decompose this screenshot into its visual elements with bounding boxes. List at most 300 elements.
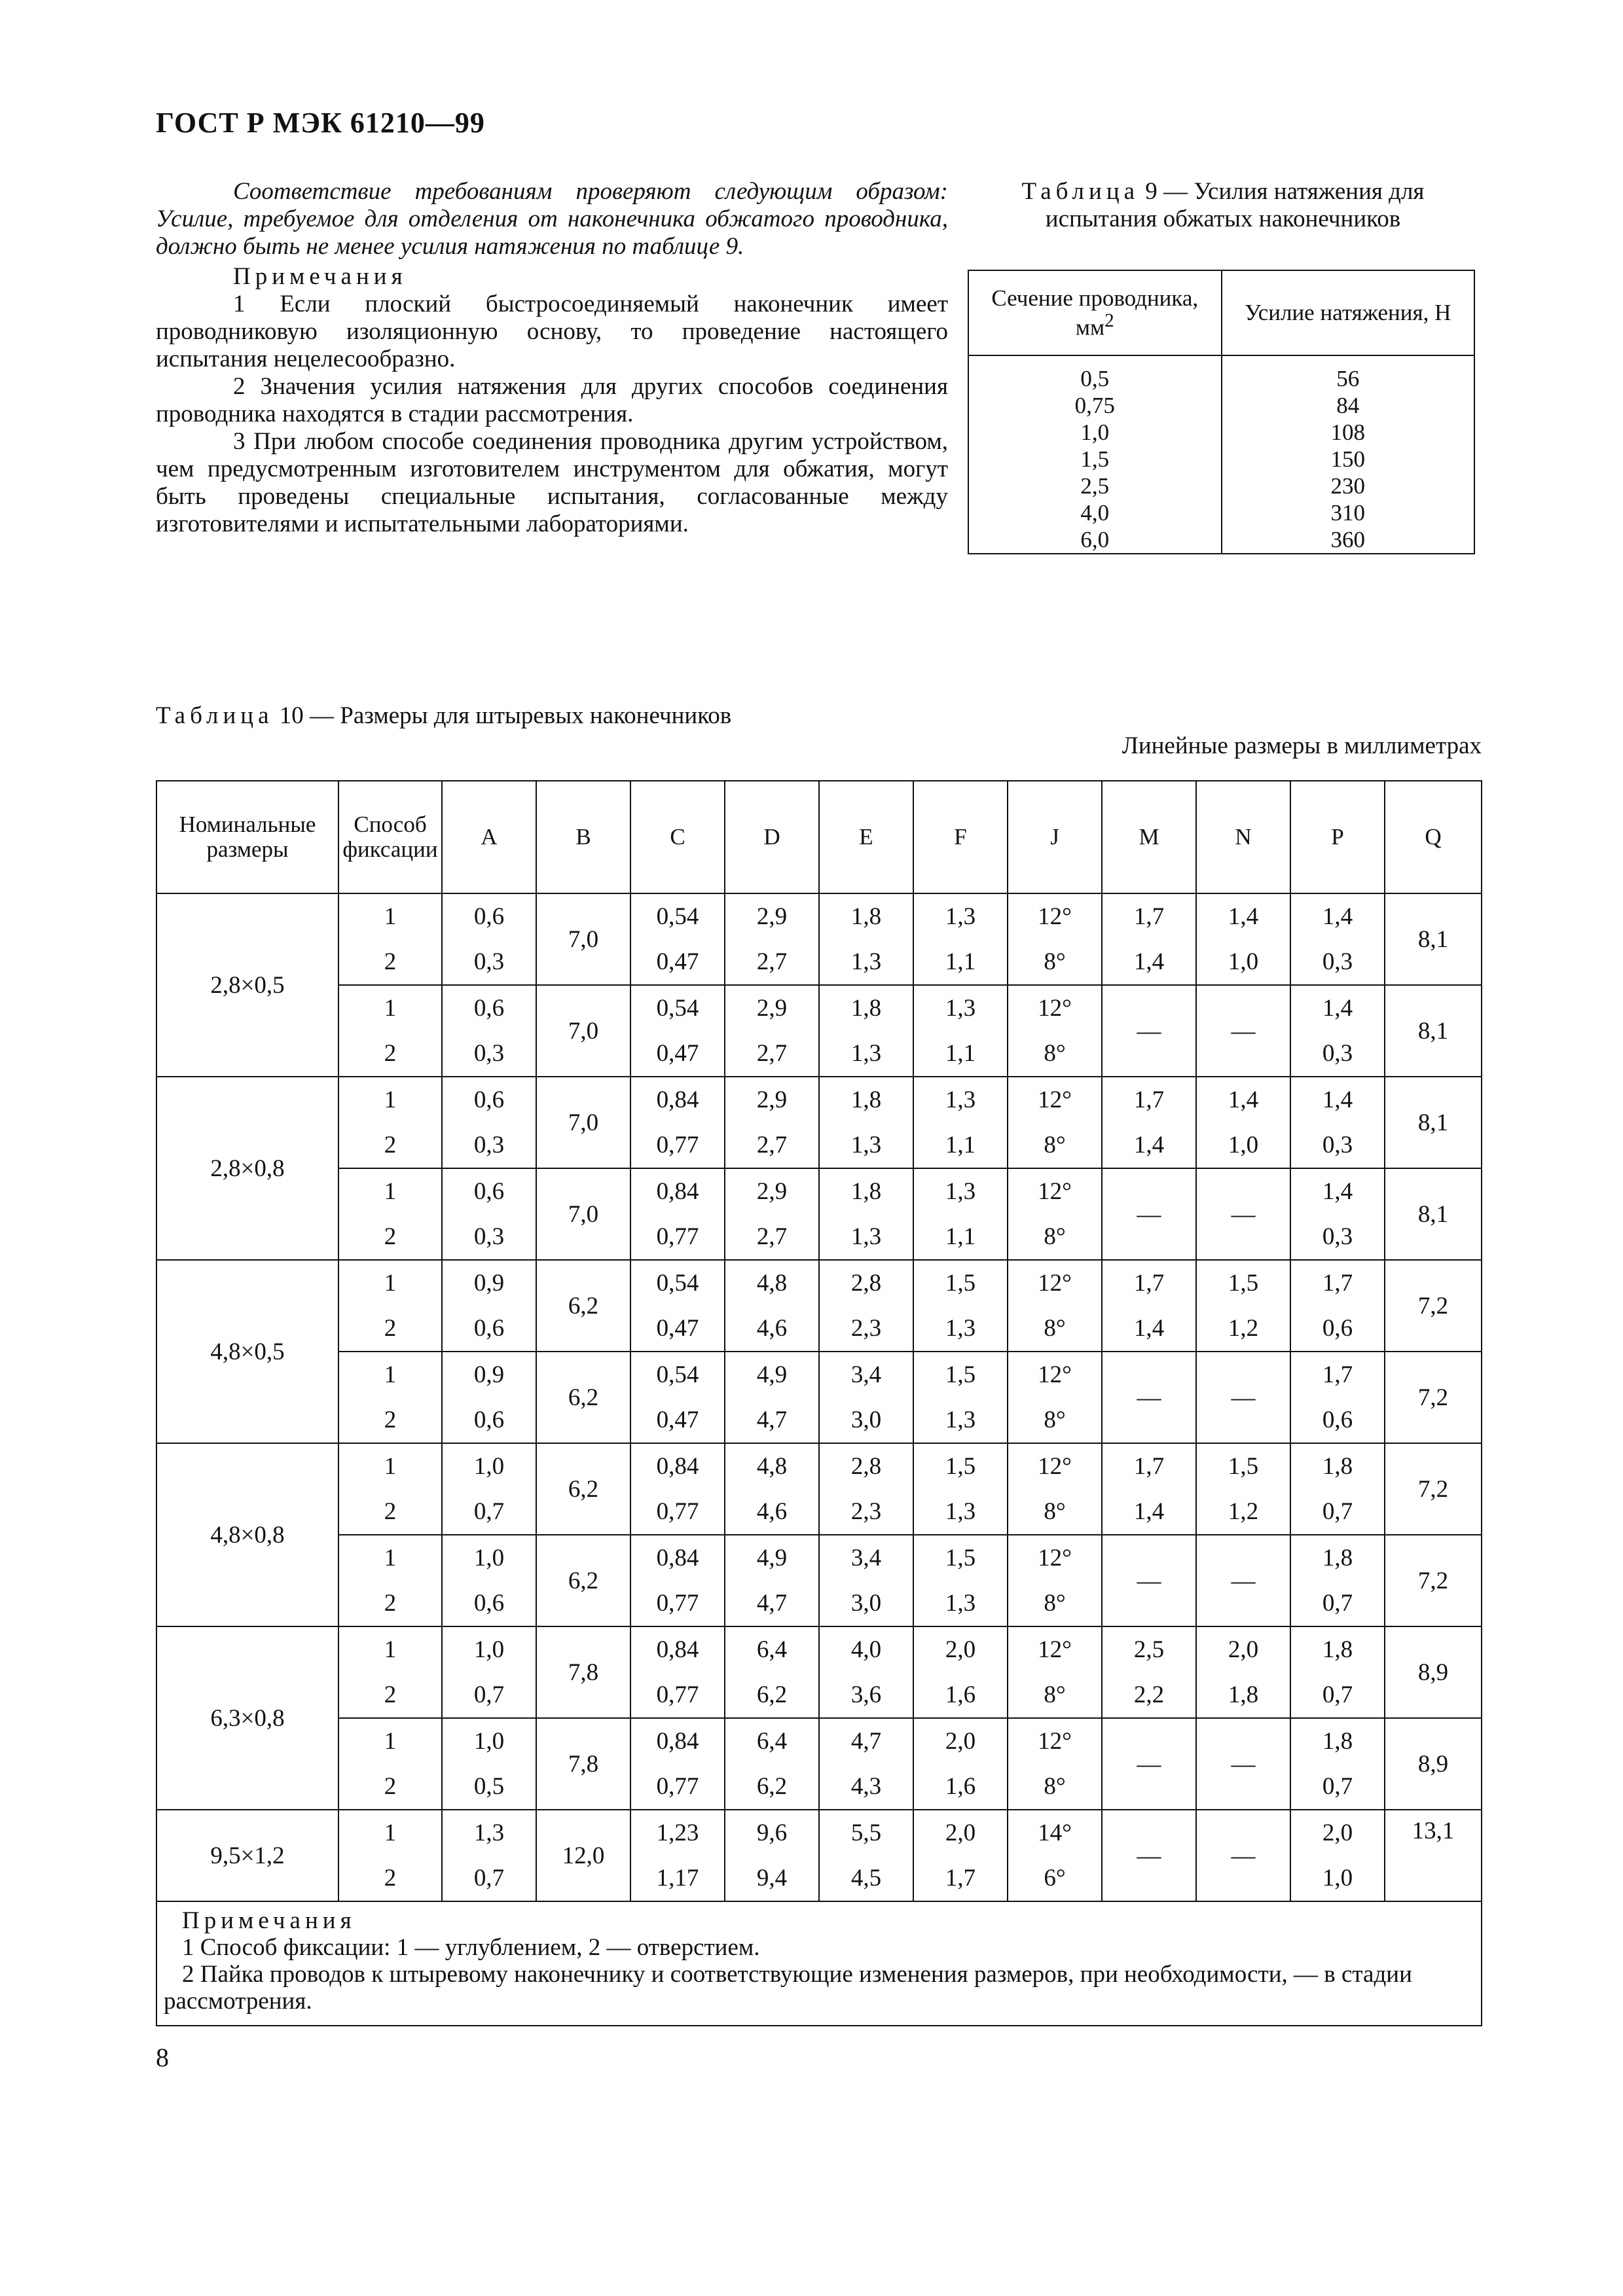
table10-caption: Таблица 10 — Размеры для штыревых наконечников (156, 702, 732, 729)
table-cell: 2,8 (819, 1260, 913, 1306)
table-cell: 4,6 (725, 1306, 819, 1352)
table-cell: 1 (338, 1352, 442, 1397)
table-cell: 1,5 (1196, 1260, 1290, 1306)
table-cell: 1 (338, 1626, 442, 1672)
note-1: 1 Если плоский быстросоединяемый наконечник имеет проводниковую изоляционную основу, то проведение настоящего испытания нецелесообразно. (156, 291, 948, 372)
table-cell: 0,84 (630, 1077, 725, 1122)
table-row (156, 1626, 1482, 1672)
table-cell: 1,1 (913, 1214, 1008, 1260)
table-cell: 1,2 (1196, 1489, 1290, 1535)
table-cell: 1,3 (913, 1581, 1008, 1626)
table-cell: 1,7 (1290, 1260, 1385, 1306)
table-cell: 1,8 (819, 893, 913, 939)
table-cell: 1,3 (819, 1214, 913, 1260)
dimension-b-cell: 7,8 (536, 1718, 630, 1810)
table-cell: 8° (1008, 939, 1102, 985)
left-column (156, 178, 948, 538)
table-cell: 9,4 (725, 1856, 819, 1901)
table-cell: 1,17 (630, 1856, 725, 1901)
table9-header-force: Усилие натяжения, Н (1222, 270, 1475, 355)
column-header: M (1102, 781, 1196, 893)
table-cell: 0,3 (1290, 1122, 1385, 1168)
dimension-n-cell: — (1196, 1718, 1290, 1810)
table-cell: 1 (338, 1260, 442, 1306)
table-cell: 0,6 (1290, 1306, 1385, 1352)
dimension-q-cell: 8,9 (1385, 1718, 1482, 1810)
dimension-m-cell: — (1102, 985, 1196, 1077)
table-cell: 2,0 (913, 1626, 1008, 1672)
table9-cell: 0,5 (1080, 366, 1110, 391)
dimension-b-cell: 7,0 (536, 1168, 630, 1260)
table-cell: 4,7 (725, 1397, 819, 1443)
column-header: Q (1385, 781, 1482, 893)
table-cell: 1,0 (1196, 1122, 1290, 1168)
dimension-q-cell: 8,1 (1385, 893, 1482, 985)
table9-forces (1222, 355, 1475, 554)
table-cell: 0,77 (630, 1122, 725, 1168)
table-cell: 1,4 (1102, 939, 1196, 985)
table-cell: 1,4 (1196, 1077, 1290, 1122)
table-cell: 1,3 (913, 893, 1008, 939)
table-cell: 1 (338, 1443, 442, 1489)
table-cell: 0,7 (1290, 1764, 1385, 1810)
table-cell: 2 (338, 1764, 442, 1810)
dimension-n-cell: — (1196, 1352, 1290, 1443)
table-cell: 4,3 (819, 1764, 913, 1810)
table-cell: 0,54 (630, 1260, 725, 1306)
table-cell: 2,7 (725, 1031, 819, 1077)
table-cell: 2,9 (725, 1077, 819, 1122)
table-cell: 2 (338, 1031, 442, 1077)
table-cell: 1,0 (442, 1535, 536, 1581)
table-cell: 0,84 (630, 1718, 725, 1764)
table-cell: 2,9 (725, 893, 819, 939)
table-cell: 12° (1008, 1626, 1102, 1672)
table-cell: 1,3 (913, 1077, 1008, 1122)
table-cell: 2 (338, 1672, 442, 1718)
table9-cell: 360 (1330, 527, 1365, 552)
table-cell: 9,6 (725, 1810, 819, 1856)
table9-cell: 4,0 (1080, 500, 1110, 526)
table-cell: 1 (338, 1168, 442, 1214)
table-cell: 6,2 (725, 1764, 819, 1810)
table-cell: 3,4 (819, 1352, 913, 1397)
table-cell: 12° (1008, 985, 1102, 1031)
table-cell: 1,1 (913, 939, 1008, 985)
table-cell: 12° (1008, 1443, 1102, 1489)
table-row (156, 985, 1482, 1031)
table-cell: 0,7 (442, 1489, 536, 1535)
table-cell: 3,0 (819, 1581, 913, 1626)
dimension-q-cell: 7,2 (1385, 1443, 1482, 1535)
table-cell: 6° (1008, 1856, 1102, 1901)
table-cell: 0,6 (442, 1581, 536, 1626)
table-cell: 1,0 (1290, 1856, 1385, 1901)
dimension-m-cell: — (1102, 1352, 1196, 1443)
table-cell: 0,84 (630, 1443, 725, 1489)
table-cell: 3,6 (819, 1672, 913, 1718)
table-cell: 8° (1008, 1581, 1102, 1626)
dimension-q-cell: 13,1 (1385, 1810, 1482, 1901)
dimension-b-cell: 6,2 (536, 1443, 630, 1535)
table-cell: 1,4 (1102, 1489, 1196, 1535)
table-cell: 8° (1008, 1672, 1102, 1718)
page-number: 8 (156, 2043, 169, 2072)
table-cell: 1,0 (1196, 939, 1290, 985)
table-cell: 0,6 (442, 1077, 536, 1122)
note-2: 2 Пайка проводов к штыревому наконечнику и соответствующие изменения размеров, при необходимости, — в стадии рассмотрения. (164, 1961, 1412, 2015)
table-cell: 1,7 (913, 1856, 1008, 1901)
table-cell: 1,8 (1290, 1535, 1385, 1581)
table-cell: 2,5 (1102, 1626, 1196, 1672)
dimension-m-cell: — (1102, 1535, 1196, 1626)
table-cell: 0,7 (442, 1856, 536, 1901)
table-cell: 4,9 (725, 1352, 819, 1397)
table-row (156, 1718, 1482, 1764)
table-row (156, 1810, 1482, 1856)
table-cell: 0,47 (630, 939, 725, 985)
document-header: ГОСТ Р МЭК 61210—99 (156, 107, 485, 139)
dimension-q-cell: 7,2 (1385, 1352, 1482, 1443)
table-cell: 1,5 (913, 1352, 1008, 1397)
table-cell: 1 (338, 1810, 442, 1856)
table-cell: 1,8 (1290, 1718, 1385, 1764)
table-cell: 2,9 (725, 1168, 819, 1214)
dimension-n-cell: — (1196, 1810, 1290, 1901)
table9 (968, 270, 1475, 554)
table-notes-cell (156, 1901, 1482, 2026)
table-header-row (156, 781, 1482, 893)
notes-title: Примечания (182, 1907, 356, 1934)
table-cell: 1,5 (913, 1443, 1008, 1489)
table-cell: 0,3 (442, 1031, 536, 1077)
table-cell: 2,0 (1196, 1626, 1290, 1672)
table-cell: 1 (338, 1535, 442, 1581)
dimension-q-cell: 8,9 (1385, 1626, 1482, 1718)
table9-cell: 230 (1330, 473, 1365, 499)
table-cell: 1,3 (913, 1306, 1008, 1352)
table-cell: 0,77 (630, 1672, 725, 1718)
table-cell: 8° (1008, 1122, 1102, 1168)
table-cell: 1,3 (913, 985, 1008, 1031)
table-cell: 1,4 (1196, 893, 1290, 939)
table-cell: 5,5 (819, 1810, 913, 1856)
table-cell: 2 (338, 1397, 442, 1443)
column-header: Номинальные размеры (156, 781, 338, 893)
table-cell: 0,3 (1290, 939, 1385, 985)
table-row (156, 1260, 1482, 1306)
column-header: D (725, 781, 819, 893)
table-row (156, 1489, 1482, 1535)
table-cell: 0,6 (442, 985, 536, 1031)
table-row (156, 1352, 1482, 1397)
nominal-size-cell: 2,8×0,5 (156, 893, 338, 1077)
table-cell: 2,0 (913, 1810, 1008, 1856)
nominal-size-cell: 4,8×0,5 (156, 1260, 338, 1443)
table-cell: 2,3 (819, 1489, 913, 1535)
column-header: E (819, 781, 913, 893)
table-cell: 1,4 (1290, 1077, 1385, 1122)
table-cell: 2 (338, 1214, 442, 1260)
table-cell: 1,8 (1196, 1672, 1290, 1718)
table9-sections (968, 355, 1222, 554)
table-cell: 3,4 (819, 1535, 913, 1581)
note-3: 3 При любом способе соединения проводника другим устройством, чем предусмотренным изготовителем инструментом для обжатия, могут быть проведены специальные испытания, согласованные между изготовителями и испытательными лабораториями. (156, 428, 948, 537)
table-row (156, 1168, 1482, 1214)
table-row (156, 939, 1482, 985)
table-cell: 1 (338, 1077, 442, 1122)
table-row (156, 1535, 1482, 1581)
table-cell: 0,6 (442, 1397, 536, 1443)
table-cell: 1,7 (1102, 893, 1196, 939)
dimension-q-cell: 7,2 (1385, 1260, 1482, 1352)
dimension-m-cell: — (1102, 1168, 1196, 1260)
table9-cell: 150 (1330, 446, 1365, 472)
table-cell: 1,3 (913, 1489, 1008, 1535)
table-cell: 6,4 (725, 1626, 819, 1672)
table-cell: 0,9 (442, 1352, 536, 1397)
table-cell: 2,0 (1290, 1810, 1385, 1856)
table-cell: 1,23 (630, 1810, 725, 1856)
verification-paragraph: Соответствие требованиям проверяют следующим образом: Усилие, требуемое для отделения от наконечника обжатого проводника, должно быть не менее усилия натяжения по таблице 9. (156, 178, 948, 260)
table-cell: 0,54 (630, 985, 725, 1031)
table10 (156, 780, 1482, 2026)
column-header: P (1290, 781, 1385, 893)
table9-cell: 310 (1330, 500, 1365, 526)
table-cell: 3,0 (819, 1397, 913, 1443)
table-cell: 4,6 (725, 1489, 819, 1535)
table-cell: 1,0 (442, 1626, 536, 1672)
table-cell: 1,6 (913, 1764, 1008, 1810)
table9-cell: 1,5 (1080, 446, 1110, 472)
table-cell: 1,4 (1290, 893, 1385, 939)
nominal-size-cell: 9,5×1,2 (156, 1810, 338, 1901)
table-cell: 1,4 (1102, 1122, 1196, 1168)
table-cell: 4,8 (725, 1260, 819, 1306)
table-cell: 1,4 (1102, 1306, 1196, 1352)
table-cell: 1,3 (819, 1031, 913, 1077)
table-cell: 6,2 (725, 1672, 819, 1718)
table-cell: 4,7 (819, 1718, 913, 1764)
table-cell: 2 (338, 939, 442, 985)
table-cell: 1 (338, 985, 442, 1031)
table-cell: 1,8 (1290, 1626, 1385, 1672)
table-cell: 2 (338, 1306, 442, 1352)
table-cell: 12° (1008, 1168, 1102, 1214)
table-cell: 0,77 (630, 1581, 725, 1626)
table-cell: 12° (1008, 1260, 1102, 1306)
table-cell: 0,6 (442, 893, 536, 939)
table-cell: 4,7 (725, 1581, 819, 1626)
table-cell: 2,7 (725, 939, 819, 985)
dimension-b-cell: 7,0 (536, 1077, 630, 1168)
table-cell: 12° (1008, 1352, 1102, 1397)
nominal-size-cell: 6,3×0,8 (156, 1626, 338, 1810)
table-cell: 0,84 (630, 1626, 725, 1672)
table-cell: 1,0 (442, 1443, 536, 1489)
table-cell: 0,6 (442, 1168, 536, 1214)
note-2: 2 Значения усилия натяжения для других способов соединения проводника находятся в стадии рассмотрения. (156, 373, 948, 427)
table-cell: 2,2 (1102, 1672, 1196, 1718)
table-cell: 1 (338, 893, 442, 939)
table-cell: 8° (1008, 1764, 1102, 1810)
table-cell: 1,5 (913, 1260, 1008, 1306)
note-1: 1 Способ фиксации: 1 — углублением, 2 — отверстием. (182, 1934, 760, 1961)
dimension-b-cell: 6,2 (536, 1352, 630, 1443)
table9-cell: 2,5 (1080, 473, 1110, 499)
table-cell: 0,5 (442, 1764, 536, 1810)
table-cell: 1,6 (913, 1672, 1008, 1718)
table-cell: 1,4 (1290, 1168, 1385, 1214)
table-cell: 2 (338, 1489, 442, 1535)
table-cell: 0,54 (630, 893, 725, 939)
table-cell: 1,8 (819, 1168, 913, 1214)
table-cell: 0,3 (442, 1214, 536, 1260)
column-header: F (913, 781, 1008, 893)
table-cell: 0,77 (630, 1214, 725, 1260)
column-header: C (630, 781, 725, 893)
column-header: B (536, 781, 630, 893)
units-note: Линейные размеры в миллиметрах (1122, 732, 1482, 759)
table-row (156, 1122, 1482, 1168)
table-cell: 0,6 (1290, 1397, 1385, 1443)
table-cell: 0,6 (442, 1306, 536, 1352)
column-header: J (1008, 781, 1102, 893)
table-cell: 8° (1008, 1031, 1102, 1077)
table-cell: 1,5 (913, 1535, 1008, 1581)
table-cell: 4,9 (725, 1535, 819, 1581)
dimension-m-cell: — (1102, 1718, 1196, 1810)
table-cell: 6,4 (725, 1718, 819, 1764)
table-row (156, 1443, 1482, 1489)
table-cell: 0,9 (442, 1260, 536, 1306)
table-cell: 0,47 (630, 1306, 725, 1352)
table-cell: 0,3 (1290, 1031, 1385, 1077)
table-cell: 0,7 (442, 1672, 536, 1718)
table-cell: 1,7 (1290, 1352, 1385, 1397)
table-cell: 2 (338, 1856, 442, 1901)
table-cell: 2,9 (725, 985, 819, 1031)
table-row (156, 893, 1482, 939)
dimension-b-cell: 12,0 (536, 1810, 630, 1901)
table-cell: 0,47 (630, 1031, 725, 1077)
table-cell: 2 (338, 1581, 442, 1626)
table-cell: 0,77 (630, 1489, 725, 1535)
table-cell: 1,0 (442, 1718, 536, 1764)
dimension-q-cell: 7,2 (1385, 1535, 1482, 1626)
table-cell: 1,7 (1102, 1443, 1196, 1489)
dimension-q-cell: 8,1 (1385, 1168, 1482, 1260)
table-cell: 0,54 (630, 1352, 725, 1397)
table-cell: 2,3 (819, 1306, 913, 1352)
nominal-size-cell: 2,8×0,8 (156, 1077, 338, 1260)
table9-header-section: Сечение проводника, $мм^2$ (968, 270, 1222, 355)
table-cell: 1,3 (819, 1122, 913, 1168)
table-cell: 1,5 (1196, 1443, 1290, 1489)
table-cell: 0,3 (442, 939, 536, 985)
table-cell: 1,3 (442, 1810, 536, 1856)
dimension-b-cell: 6,2 (536, 1535, 630, 1626)
table-cell: 1 (338, 1718, 442, 1764)
dimension-b-cell: 7,0 (536, 893, 630, 985)
dimension-q-cell: 8,1 (1385, 985, 1482, 1077)
table9-cell: 56 (1336, 366, 1360, 391)
table-cell: 8° (1008, 1214, 1102, 1260)
nominal-size-cell: 4,8×0,8 (156, 1443, 338, 1626)
table9-cell: 84 (1336, 393, 1360, 418)
table-cell: 1,4 (1290, 985, 1385, 1031)
table-cell: 2,8 (819, 1443, 913, 1489)
table-cell: 0,84 (630, 1168, 725, 1214)
table9-cell: 0,75 (1074, 393, 1115, 418)
table-row (156, 1672, 1482, 1718)
table-cell: 2 (338, 1122, 442, 1168)
table-cell: 0,77 (630, 1764, 725, 1810)
table-cell: 1,1 (913, 1122, 1008, 1168)
table-cell: 12° (1008, 1077, 1102, 1122)
column-header: N (1196, 781, 1290, 893)
table9-caption: Таблица 9 — Усилия натяжения для испытания обжатых наконечников (1021, 178, 1425, 232)
dimension-q-cell: 8,1 (1385, 1077, 1482, 1168)
table-cell: 1,7 (1102, 1260, 1196, 1306)
table-cell: 0,3 (1290, 1214, 1385, 1260)
table9-cell: 6,0 (1080, 527, 1110, 552)
table9-cell: 108 (1330, 420, 1365, 445)
table-cell: 1,3 (913, 1397, 1008, 1443)
table-cell: 1,3 (913, 1168, 1008, 1214)
table-cell: 1,8 (819, 985, 913, 1031)
table-cell: 4,8 (725, 1443, 819, 1489)
table-cell: 1,8 (819, 1077, 913, 1122)
table-cell: 8° (1008, 1306, 1102, 1352)
table-cell: 8° (1008, 1489, 1102, 1535)
table-row (156, 1077, 1482, 1122)
table-cell: 0,7 (1290, 1672, 1385, 1718)
table-cell: 2,7 (725, 1122, 819, 1168)
dimension-m-cell: — (1102, 1810, 1196, 1901)
table-cell: 0,3 (442, 1122, 536, 1168)
dimension-n-cell: — (1196, 985, 1290, 1077)
table-cell: 2,7 (725, 1214, 819, 1260)
table-cell: 0,84 (630, 1535, 725, 1581)
table-cell: 0,7 (1290, 1489, 1385, 1535)
table-cell: 4,5 (819, 1856, 913, 1901)
table-cell: 1,7 (1102, 1077, 1196, 1122)
dimension-b-cell: 7,0 (536, 985, 630, 1077)
table-cell: 0,47 (630, 1397, 725, 1443)
column-header: A (442, 781, 536, 893)
table-cell: 1,1 (913, 1031, 1008, 1077)
dimension-b-cell: 7,8 (536, 1626, 630, 1718)
dimension-n-cell: — (1196, 1168, 1290, 1260)
notes-title: Примечания (233, 263, 407, 290)
table-cell: 1,3 (819, 939, 913, 985)
dimension-b-cell: 6,2 (536, 1260, 630, 1352)
table-notes-row (156, 1901, 1482, 2026)
table-row (156, 1306, 1482, 1352)
table-cell: 8° (1008, 1397, 1102, 1443)
table-cell: 12° (1008, 1718, 1102, 1764)
column-header: Способ фиксации (338, 781, 442, 893)
table-cell: 1,8 (1290, 1443, 1385, 1489)
table-cell: 12° (1008, 893, 1102, 939)
table-cell: 0,7 (1290, 1581, 1385, 1626)
table-cell: 14° (1008, 1810, 1102, 1856)
table-cell: 4,0 (819, 1626, 913, 1672)
table-cell: 12° (1008, 1535, 1102, 1581)
table9-cell: 1,0 (1080, 420, 1110, 445)
table-cell: 1,2 (1196, 1306, 1290, 1352)
